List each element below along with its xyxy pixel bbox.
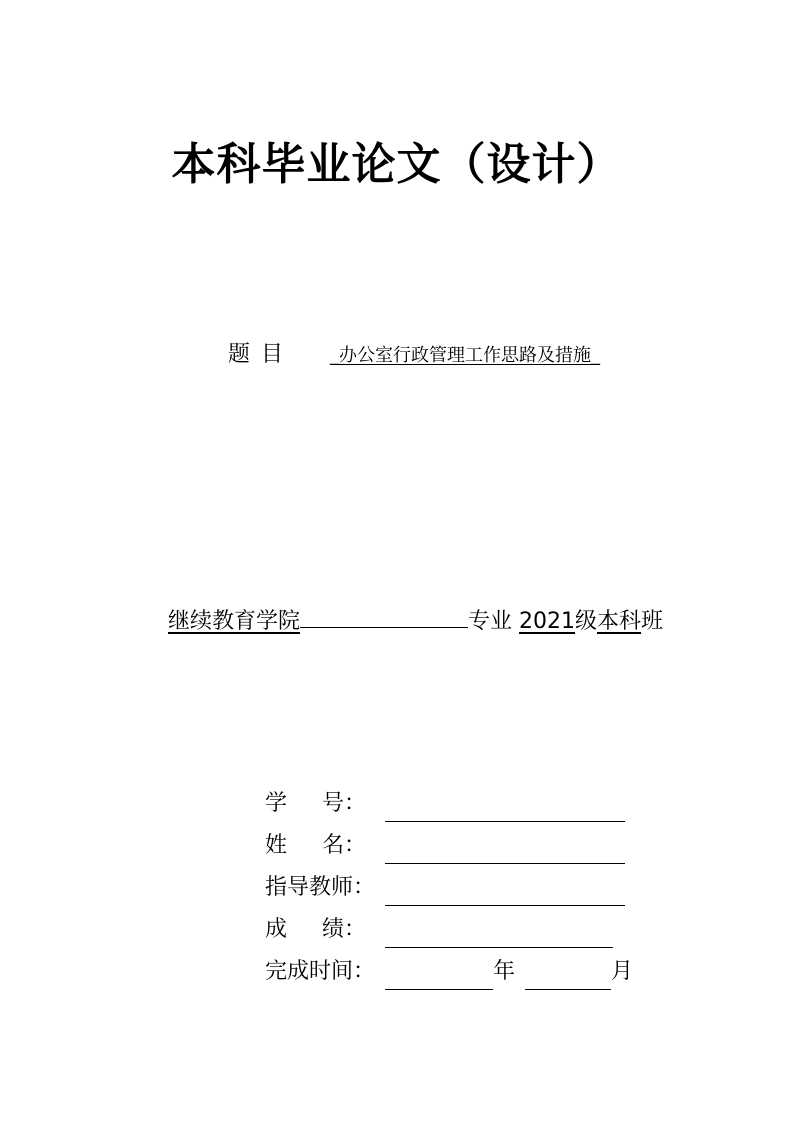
completion-year-line	[385, 959, 493, 990]
college-name: 继续教育学院	[168, 609, 301, 634]
student-id-line	[385, 791, 625, 822]
student-info-block	[265, 780, 633, 990]
advisor-label: 指导教师：	[265, 875, 376, 900]
grade-year: 2021	[519, 609, 576, 634]
completion-year-suffix: 年	[493, 959, 516, 984]
completion-row	[265, 948, 633, 990]
thesis-title: 本科毕业论文（设计）	[171, 139, 622, 190]
advisor-line	[385, 875, 625, 906]
completion-month-suffix: 月	[611, 959, 634, 984]
topic-row	[228, 340, 600, 371]
student-id-label: 学 号：	[265, 791, 366, 816]
grade-line	[385, 917, 613, 948]
major-suffix: 专业	[468, 609, 513, 634]
major-row	[168, 603, 663, 638]
advisor-row	[265, 864, 633, 906]
completion-month-line	[525, 959, 611, 990]
grade-label: 成 绩：	[265, 917, 366, 942]
topic-value: _办公室行政管理工作思路及措施_	[330, 345, 600, 366]
grade-suffix: 级	[575, 609, 598, 634]
topic-label: 题 目	[228, 342, 285, 367]
student-id-row	[265, 780, 633, 822]
class-suffix: 班	[641, 609, 664, 634]
major-blank	[300, 603, 468, 628]
student-name-row	[265, 822, 633, 864]
grade-row	[265, 906, 633, 948]
completion-label: 完成时间：	[265, 959, 376, 984]
degree-level: 本科	[597, 609, 642, 634]
student-name-label: 姓 名：	[265, 833, 366, 858]
student-name-line	[385, 833, 625, 864]
